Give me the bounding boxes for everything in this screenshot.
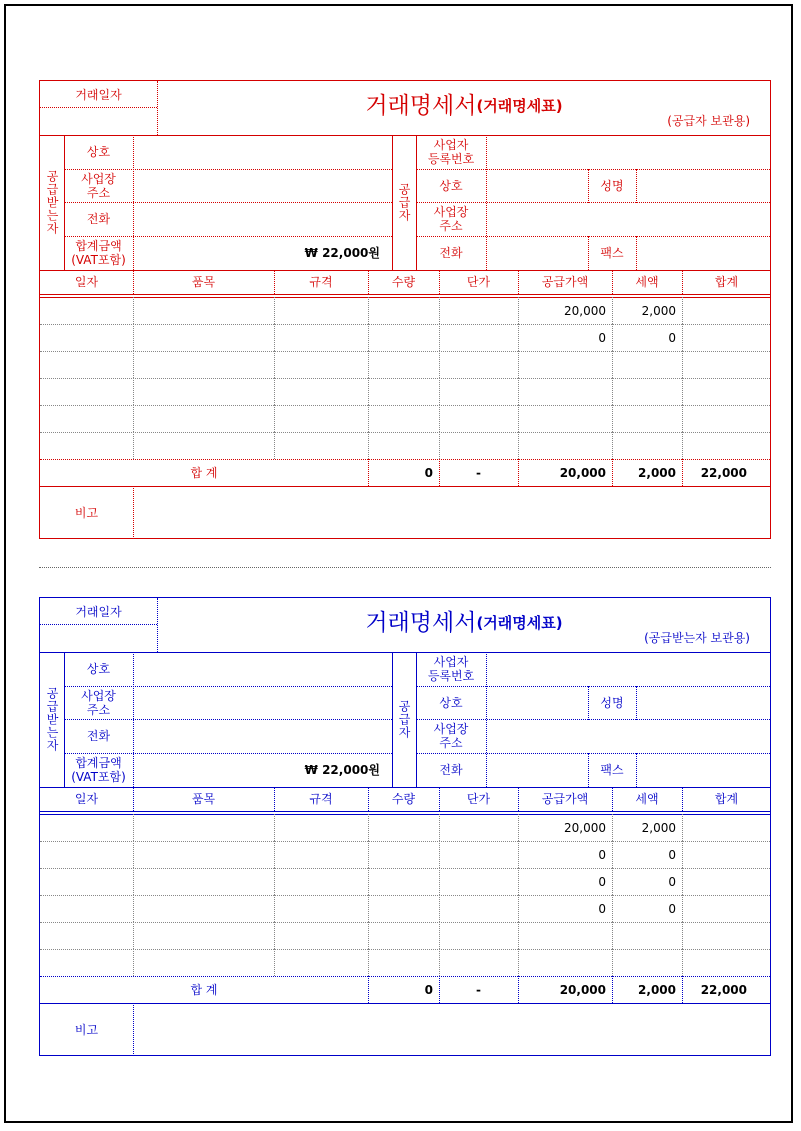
- total-amount-label: 합계금액 (VAT포함): [71, 756, 126, 784]
- cell-supply: 0: [598, 330, 606, 345]
- remarks-field[interactable]: [133, 1003, 771, 1056]
- totals-qty: 0: [424, 982, 433, 997]
- cell-supply: 20,000: [564, 303, 606, 318]
- totals-supply: 20,000: [559, 982, 606, 997]
- remarks-label: 비고: [74, 505, 99, 520]
- cell-tax: 2,000: [641, 303, 676, 318]
- totals-sum: 22,000: [700, 982, 747, 997]
- title-sub: (거래명세표): [476, 97, 563, 115]
- cell-supply: [518, 922, 612, 949]
- supplier-address-label: 사업장 주소: [433, 722, 469, 750]
- cell-supply: 0: [598, 901, 606, 916]
- cell-supply: 0: [598, 847, 606, 862]
- column-header-sum: 합계: [714, 275, 739, 289]
- supplier-name-label: 성명: [600, 695, 624, 710]
- cell-tax: [612, 432, 682, 459]
- column-header-supply: 공급가액: [541, 275, 589, 289]
- recipient-phone-label: 전화: [86, 729, 111, 743]
- column-header-tax: 세액: [635, 792, 659, 806]
- cell-supply: [518, 378, 612, 405]
- column-header-date: 일자: [74, 275, 99, 289]
- cell-tax: 0: [668, 874, 676, 889]
- supplier-fax-label: 팩스: [600, 763, 624, 777]
- supplier-fax-label: 팩스: [600, 246, 624, 260]
- biz-reg-number-label: 사업자 등록번호: [427, 138, 475, 166]
- totals-label: 합 계: [190, 465, 218, 480]
- supplier-phone-label: 전화: [439, 246, 463, 260]
- cell-supply: [518, 949, 612, 976]
- totals-unit-price: -: [476, 982, 481, 997]
- supplier-name-label: 성명: [600, 178, 624, 193]
- remarks-field[interactable]: [133, 486, 771, 539]
- remarks-label: 비고: [74, 1022, 99, 1037]
- title-main: 거래명세서: [365, 610, 477, 636]
- totals-unit-price: -: [476, 465, 481, 480]
- recipient-label: 공급받는자: [45, 170, 59, 235]
- totals-supply: 20,000: [559, 465, 606, 480]
- column-header-sum: 합계: [714, 792, 739, 806]
- recipient-company-label: 상호: [86, 662, 111, 676]
- cell-tax: 2,000: [641, 820, 676, 835]
- cell-supply: [518, 432, 612, 459]
- supplier-company-label: 상호: [439, 178, 463, 193]
- column-header-spec: 규격: [309, 792, 333, 806]
- totals-tax: 2,000: [638, 465, 676, 480]
- column-header-date: 일자: [74, 792, 99, 806]
- cell-tax: 0: [668, 847, 676, 862]
- cell-tax: [612, 922, 682, 949]
- cell-tax: [612, 378, 682, 405]
- supplier-company-label: 상호: [439, 695, 463, 710]
- title-main: 거래명세서: [365, 93, 477, 119]
- totals-label: 합 계: [190, 982, 218, 997]
- supplier-label: 공급자: [397, 700, 411, 739]
- column-header-unit-price: 단가: [466, 792, 491, 806]
- totals-qty: 0: [424, 465, 433, 480]
- biz-reg-number-label: 사업자 등록번호: [427, 655, 475, 683]
- supplier-phone-label: 전화: [439, 763, 463, 777]
- recipient-address-label: 사업장 주소: [81, 688, 116, 717]
- copy-label: (공급자 보관용): [667, 114, 750, 128]
- statement-supplier-copy: [39, 80, 771, 539]
- column-header-qty: 수량: [391, 792, 416, 806]
- column-header-item: 품목: [191, 792, 216, 806]
- cell-supply: 0: [598, 874, 606, 889]
- total-amount-value: ₩ 22,000원: [304, 763, 380, 777]
- recipient-address-label: 사업장 주소: [81, 171, 116, 200]
- cell-supply: 20,000: [564, 820, 606, 835]
- totals-sum: 22,000: [700, 465, 747, 480]
- cell-tax: 0: [668, 901, 676, 916]
- recipient-label: 공급받는자: [45, 687, 59, 752]
- cell-supply: [518, 351, 612, 378]
- column-header-tax: 세액: [635, 275, 659, 289]
- total-amount-value: ₩ 22,000원: [304, 246, 380, 260]
- copy-label: (공급받는자 보관용): [644, 631, 750, 645]
- cut-line: [39, 567, 771, 568]
- cell-tax: 0: [668, 330, 676, 345]
- trade-date-label: 거래일자: [75, 604, 122, 619]
- recipient-phone-label: 전화: [86, 212, 111, 226]
- supplier-address-label: 사업장 주소: [433, 205, 469, 233]
- cell-supply: [518, 405, 612, 432]
- cell-tax: [612, 949, 682, 976]
- column-header-qty: 수량: [391, 275, 416, 289]
- recipient-company-label: 상호: [86, 145, 111, 159]
- statement-recipient-copy: [39, 597, 771, 1056]
- title-sub: (거래명세표): [476, 614, 563, 632]
- cell-tax: [612, 405, 682, 432]
- total-amount-label: 합계금액 (VAT포함): [71, 239, 126, 267]
- column-header-unit-price: 단가: [466, 275, 491, 289]
- trade-date-label: 거래일자: [75, 87, 122, 102]
- column-header-spec: 규격: [309, 275, 333, 289]
- cell-tax: [612, 351, 682, 378]
- column-header-supply: 공급가액: [541, 792, 589, 806]
- document-page: [4, 4, 793, 1123]
- totals-tax: 2,000: [638, 982, 676, 997]
- column-header-item: 품목: [191, 275, 216, 289]
- supplier-label: 공급자: [397, 183, 411, 222]
